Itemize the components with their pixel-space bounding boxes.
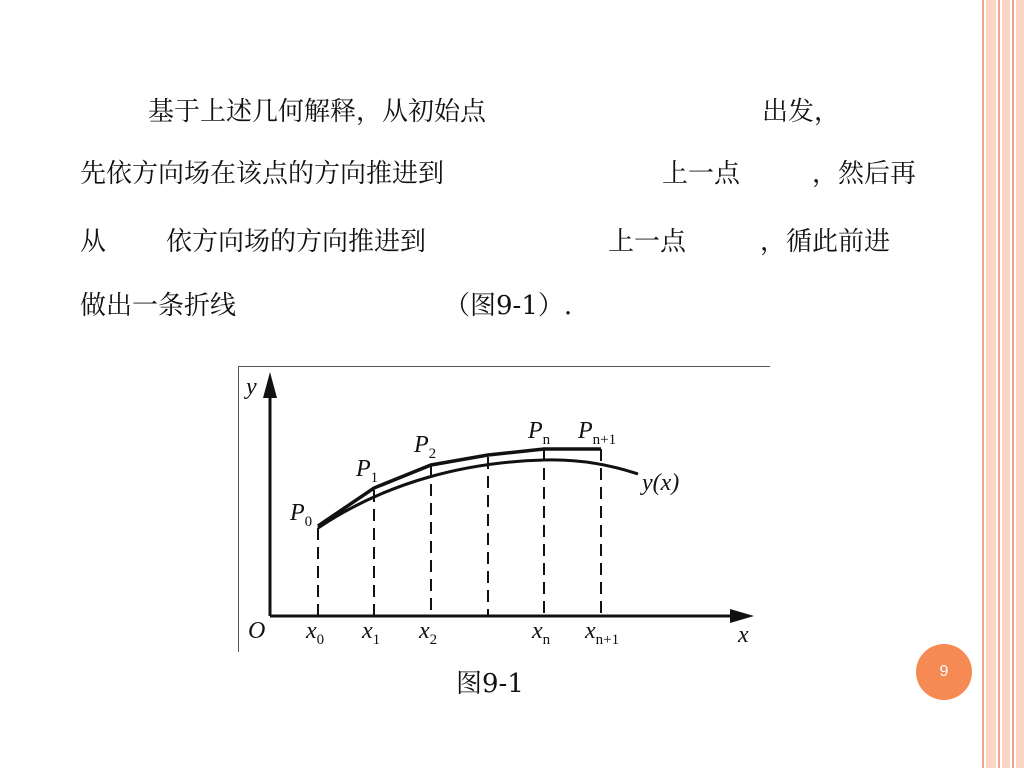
text-line-2a: 先依方向场在该点的方向推进到 <box>80 159 445 189</box>
border-stripe <box>986 0 996 768</box>
tick-label-x1: $x_1$ <box>362 618 381 648</box>
point-label-pn: $P_n$ <box>528 418 551 448</box>
curve-label: y(x) <box>642 470 680 496</box>
border-stripe <box>1012 0 1014 768</box>
figure-caption: 图9-1 <box>456 669 524 699</box>
text-line-1b: 出发， <box>762 97 841 127</box>
x-axis-arrow <box>730 609 754 623</box>
text-line-3b: 依方向场的方向推进到 <box>166 227 427 257</box>
y-axis-label: y <box>246 374 257 400</box>
text-line-2b: 上一点 <box>662 159 741 189</box>
text-line-3a: 从 <box>80 227 107 257</box>
text-line-1a: 基于上述几何解释，从初始点 <box>148 97 487 127</box>
x-axis-label: x <box>738 622 749 648</box>
origin-label: O <box>248 618 266 644</box>
tick-label-xn1: $x_{n+1}$ <box>585 618 620 648</box>
point-label-p2: $P_2$ <box>414 432 437 462</box>
border-stripe <box>982 0 984 768</box>
text-line-3c: 上一点 <box>608 227 687 257</box>
point-label-pn1: $P_{n+1}$ <box>578 418 617 448</box>
text-line-3d: ，循此前进 <box>760 227 891 257</box>
y-axis-arrow <box>263 372 277 398</box>
tick-label-x0: $x_0$ <box>306 618 325 648</box>
point-label-p1: $P_1$ <box>356 456 379 486</box>
tick-label-x2: $x_2$ <box>419 618 438 648</box>
text-line-4a: 做出一条折线 <box>80 291 237 321</box>
slide-border <box>976 0 1024 768</box>
page-number-badge: 9 <box>916 644 972 700</box>
border-stripe <box>1016 0 1024 768</box>
point-label-p0: $P_0$ <box>290 500 313 530</box>
border-stripe <box>998 0 1000 768</box>
border-stripe <box>1002 0 1010 768</box>
text-line-2c: ，然后再 <box>812 159 917 189</box>
figure-9-1 <box>238 366 770 652</box>
text-line-4b: （图9-1）. <box>444 291 573 321</box>
euler-polyline-diagram <box>238 366 770 652</box>
tick-label-xn: $x_n$ <box>532 618 551 648</box>
